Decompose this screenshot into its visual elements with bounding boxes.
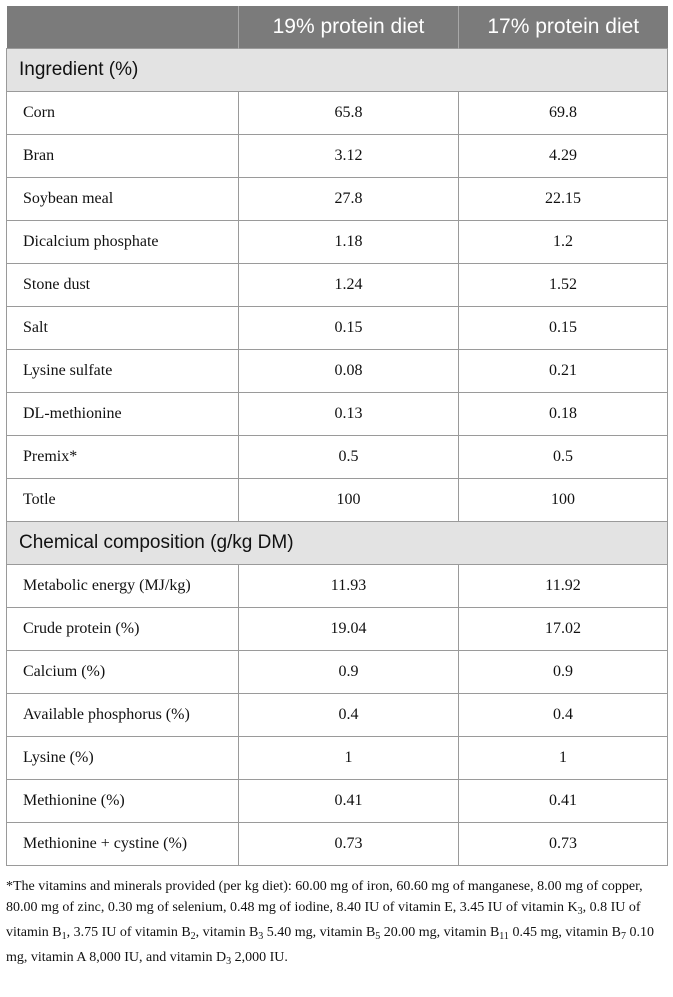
value-17-protein: 0.18 <box>459 393 668 436</box>
section-title: Chemical composition (g/kg DM) <box>7 522 668 565</box>
section-title: Ingredient (%) <box>7 49 668 92</box>
diet-composition-table <box>6 6 668 866</box>
row-label: Methionine (%) <box>7 780 239 823</box>
premix-footnote <box>6 876 667 972</box>
value-17-protein: 1.2 <box>459 221 668 264</box>
value-17-protein: 22.15 <box>459 178 668 221</box>
value-17-protein: 0.21 <box>459 350 668 393</box>
table-row <box>7 135 668 178</box>
row-label: Methionine + cystine (%) <box>7 823 239 866</box>
table-row <box>7 780 668 823</box>
row-label: DL-methionine <box>7 393 239 436</box>
value-19-protein: 19.04 <box>239 608 459 651</box>
table-row <box>7 393 668 436</box>
value-19-protein: 1 <box>239 737 459 780</box>
table-row <box>7 823 668 866</box>
table-row <box>7 737 668 780</box>
footnote-text: , 0.8 IU of vitamin B <box>6 900 641 940</box>
value-17-protein: 69.8 <box>459 92 668 135</box>
table-body <box>7 49 668 866</box>
value-19-protein: 27.8 <box>239 178 459 221</box>
row-label: Available phosphorus (%) <box>7 694 239 737</box>
value-19-protein: 0.41 <box>239 780 459 823</box>
table-row <box>7 608 668 651</box>
section-header-row <box>7 522 668 565</box>
table-row <box>7 694 668 737</box>
value-17-protein: 0.73 <box>459 823 668 866</box>
value-19-protein: 0.15 <box>239 307 459 350</box>
value-19-protein: 0.5 <box>239 436 459 479</box>
row-label: Lysine sulfate <box>7 350 239 393</box>
footnote-text: *The vitamins and minerals provided (per kg diet): 60.00 mg of iron, 60.60 mg of manganese, 8.00 mg of copper, 80.00 mg of zinc, 0.30 mg of selenium, 0.48 mg of iodine, 8.40 IU of vitamin E, 3.45 IU of vitamin K <box>6 879 643 915</box>
table-row <box>7 479 668 522</box>
row-label: Salt <box>7 307 239 350</box>
table-row <box>7 307 668 350</box>
footnote-sub: 7 <box>620 931 626 942</box>
row-label: Corn <box>7 92 239 135</box>
table-row <box>7 436 668 479</box>
footnote-text: 0.10 mg, vitamin A 8,000 IU, and vitamin D <box>6 925 654 965</box>
table-row <box>7 350 668 393</box>
value-19-protein: 0.9 <box>239 651 459 694</box>
row-label: Calcium (%) <box>7 651 239 694</box>
table-row <box>7 264 668 307</box>
table-row <box>7 92 668 135</box>
value-17-protein: 0.5 <box>459 436 668 479</box>
value-17-protein: 0.4 <box>459 694 668 737</box>
table-row <box>7 651 668 694</box>
row-label: Bran <box>7 135 239 178</box>
value-19-protein: 0.73 <box>239 823 459 866</box>
value-17-protein: 11.92 <box>459 565 668 608</box>
value-17-protein: 0.9 <box>459 651 668 694</box>
value-19-protein: 1.24 <box>239 264 459 307</box>
row-label: Lysine (%) <box>7 737 239 780</box>
footnote-sub: 3 <box>258 931 264 942</box>
footnote-text: 0.45 mg, vitamin B <box>508 925 621 940</box>
value-19-protein: 0.08 <box>239 350 459 393</box>
footnote-text: 5.40 mg, vitamin B <box>263 925 376 940</box>
footnote-sub: 11 <box>499 931 509 942</box>
footnote-sub: 1 <box>61 931 67 942</box>
value-19-protein: 1.18 <box>239 221 459 264</box>
footnote-text: , 3.75 IU of vitamin B <box>66 925 191 940</box>
value-19-protein: 11.93 <box>239 565 459 608</box>
header-17-protein: 17% protein diet <box>459 6 668 49</box>
footnote-sub: 3 <box>577 906 583 917</box>
row-label: Crude protein (%) <box>7 608 239 651</box>
header-row <box>7 6 668 49</box>
value-19-protein: 0.13 <box>239 393 459 436</box>
footnote-text: 2,000 IU. <box>231 950 288 965</box>
footnote-sub: 5 <box>375 931 381 942</box>
value-19-protein: 3.12 <box>239 135 459 178</box>
value-19-protein: 0.4 <box>239 694 459 737</box>
value-17-protein: 17.02 <box>459 608 668 651</box>
value-17-protein: 0.41 <box>459 780 668 823</box>
table-row <box>7 565 668 608</box>
value-19-protein: 100 <box>239 479 459 522</box>
row-label: Totle <box>7 479 239 522</box>
diet-composition-table-wrapper <box>6 6 667 972</box>
header-empty-cell <box>7 6 239 49</box>
section-header-row <box>7 49 668 92</box>
value-17-protein: 100 <box>459 479 668 522</box>
value-19-protein: 65.8 <box>239 92 459 135</box>
value-17-protein: 1 <box>459 737 668 780</box>
row-label: Metabolic energy (MJ/kg) <box>7 565 239 608</box>
header-19-protein: 19% protein diet <box>239 6 459 49</box>
footnote-text: 20.00 mg, vitamin B <box>380 925 500 940</box>
table-row <box>7 221 668 264</box>
row-label: Dicalcium phosphate <box>7 221 239 264</box>
table-row <box>7 178 668 221</box>
value-17-protein: 0.15 <box>459 307 668 350</box>
row-label: Premix* <box>7 436 239 479</box>
footnote-sub: 2 <box>190 931 196 942</box>
footnote-text: , vitamin B <box>195 925 259 940</box>
row-label: Soybean meal <box>7 178 239 221</box>
row-label: Stone dust <box>7 264 239 307</box>
value-17-protein: 1.52 <box>459 264 668 307</box>
value-17-protein: 4.29 <box>459 135 668 178</box>
footnote-sub: 3 <box>226 956 232 967</box>
